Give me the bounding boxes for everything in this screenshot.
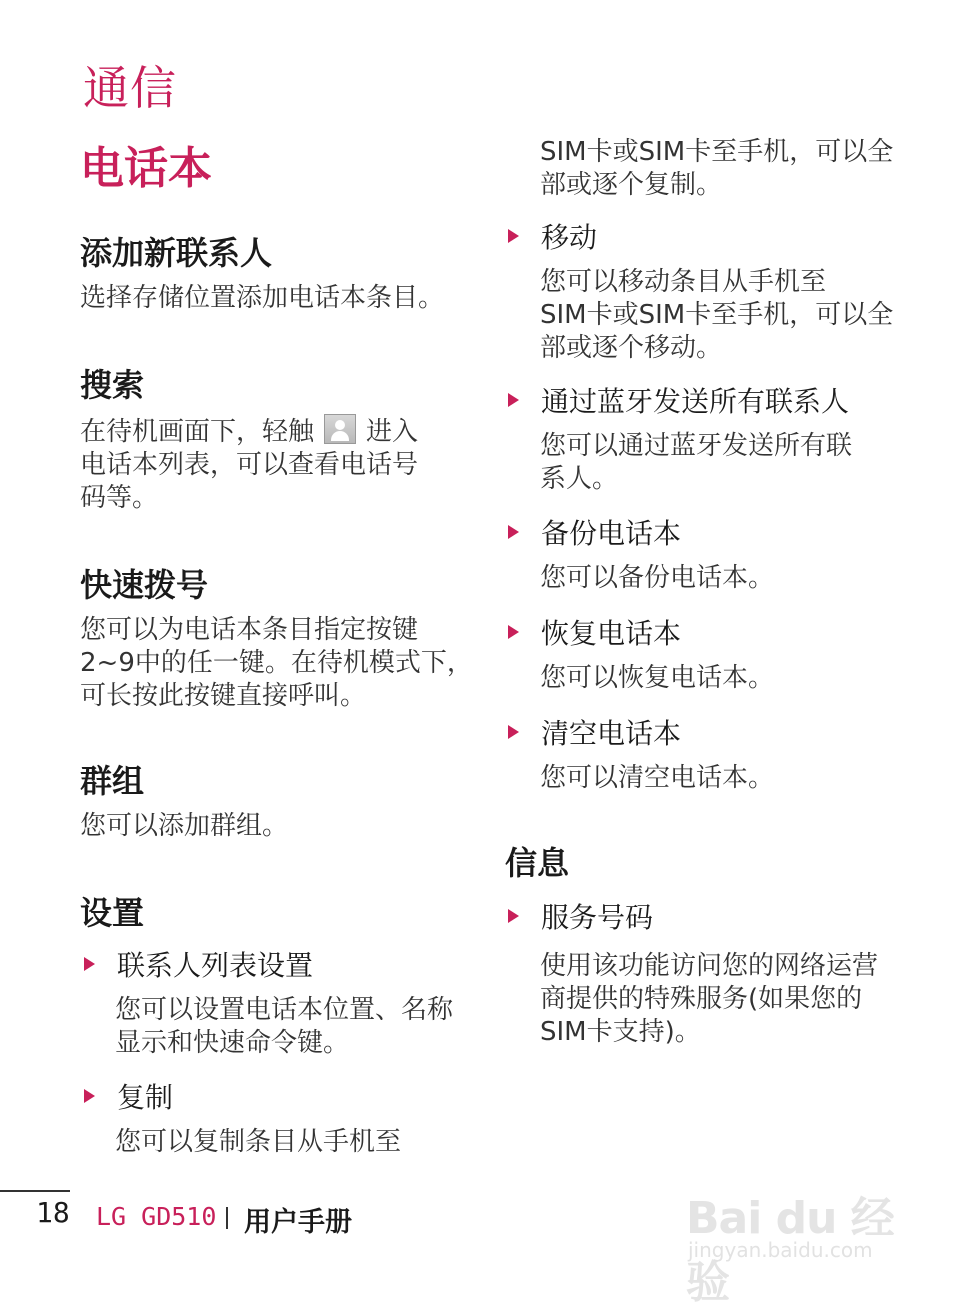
search-text-part1: 在待机画面下，轻触 [80, 417, 315, 447]
bullet-label: 复制 [117, 1081, 174, 1114]
text-line: 使用该功能访问您的网络运营 [540, 951, 879, 981]
copy-text-continued [540, 136, 893, 202]
contact-list-settings-text [115, 994, 453, 1060]
bullet-arrow-icon [508, 625, 519, 639]
backup-text: 您可以备份电话本。 [540, 563, 775, 593]
bluetooth-send-text [540, 430, 852, 496]
bullet-arrow-icon [508, 725, 519, 739]
search-text [80, 414, 418, 515]
bullet-bluetooth-send [508, 380, 849, 420]
bullet-copy [84, 1076, 173, 1116]
text-line: SIM卡或SIM卡至手机，可以全 [540, 300, 894, 330]
text-line: 部或逐个复制。 [540, 170, 723, 200]
footer-separator [226, 1207, 228, 1229]
groups-heading: 群组 [80, 762, 145, 800]
bullet-label: 通过蓝牙发送所有联系人 [541, 385, 850, 418]
bullet-label: 移动 [541, 221, 598, 254]
search-heading: 搜索 [80, 366, 145, 404]
search-text-part2: 进入 [366, 417, 419, 447]
text-line: SIM卡或SIM卡至手机，可以全 [540, 137, 894, 167]
speed-dial-line: 您可以为电话本条目指定按键 [80, 615, 419, 645]
text-line: 部或逐个移动。 [540, 333, 723, 363]
text-line: SIM卡支持)。 [540, 1017, 701, 1047]
copy-text: 您可以复制条目从手机至 [115, 1127, 402, 1157]
bullet-service-numbers [508, 896, 653, 936]
page-number: 18 [36, 1196, 70, 1229]
settings-heading: 设置 [80, 894, 145, 932]
bullet-arrow-icon [84, 957, 95, 971]
bullet-move [508, 216, 597, 256]
text-line: 您可以移动条目从手机至 [540, 267, 827, 297]
text-line: 您可以通过蓝牙发送所有联 [540, 431, 853, 461]
page-heading: 电话本 [80, 143, 212, 194]
bullet-label: 恢复电话本 [541, 617, 682, 650]
bullet-label: 清空电话本 [541, 717, 682, 750]
bullet-arrow-icon [508, 909, 519, 923]
text-line: 系人。 [540, 464, 619, 494]
bullet-arrow-icon [508, 393, 519, 407]
bullet-label: 备份电话本 [541, 517, 682, 550]
bullet-label: 联系人列表设置 [117, 949, 314, 982]
text-line: 显示和快速命令键。 [115, 1028, 350, 1058]
bullet-backup [508, 512, 681, 552]
bullet-contact-list-settings [84, 944, 313, 984]
bullet-arrow-icon [84, 1089, 95, 1103]
contact-icon [324, 414, 356, 444]
model-name: LG GD510 [96, 1202, 217, 1231]
manual-label: 用户手册 [244, 1207, 352, 1238]
clear-text: 您可以清空电话本。 [540, 763, 775, 793]
baidu-watermark [682, 1168, 912, 1308]
search-text-line2: 电话本列表，可以查看电话号 [80, 450, 419, 480]
move-text [540, 266, 893, 365]
bullet-label: 服务号码 [541, 901, 654, 934]
restore-text: 您可以恢复电话本。 [540, 663, 775, 693]
speed-dial-heading: 快速拨号 [80, 566, 209, 604]
watermark-sub: jingyan.baidu.com [688, 1238, 873, 1262]
bullet-restore [508, 612, 681, 652]
speed-dial-line: 2~9中的任一键。在待机模式下， [80, 648, 473, 678]
bullet-arrow-icon [508, 525, 519, 539]
text-line: 您可以设置电话本位置、名称 [115, 995, 454, 1025]
speed-dial-text [80, 614, 473, 713]
bullet-clear [508, 712, 681, 752]
service-numbers-text [540, 950, 878, 1049]
watermark-main: Bai du 经验 [686, 1193, 894, 1308]
text-line: 商提供的特殊服务(如果您的 [540, 984, 863, 1014]
speed-dial-line: 可长按此按键直接呼叫。 [80, 681, 367, 711]
groups-text: 您可以添加群组。 [80, 811, 289, 841]
add-contact-text: 选择存储位置添加电话本条目。 [80, 283, 445, 313]
search-text-line3: 码等。 [80, 483, 159, 513]
bullet-arrow-icon [508, 229, 519, 243]
messages-heading: 信息 [505, 844, 570, 882]
add-contact-heading: 添加新联系人 [80, 234, 273, 272]
section-title: 通信 [83, 61, 177, 115]
footer-rule [0, 1190, 70, 1192]
